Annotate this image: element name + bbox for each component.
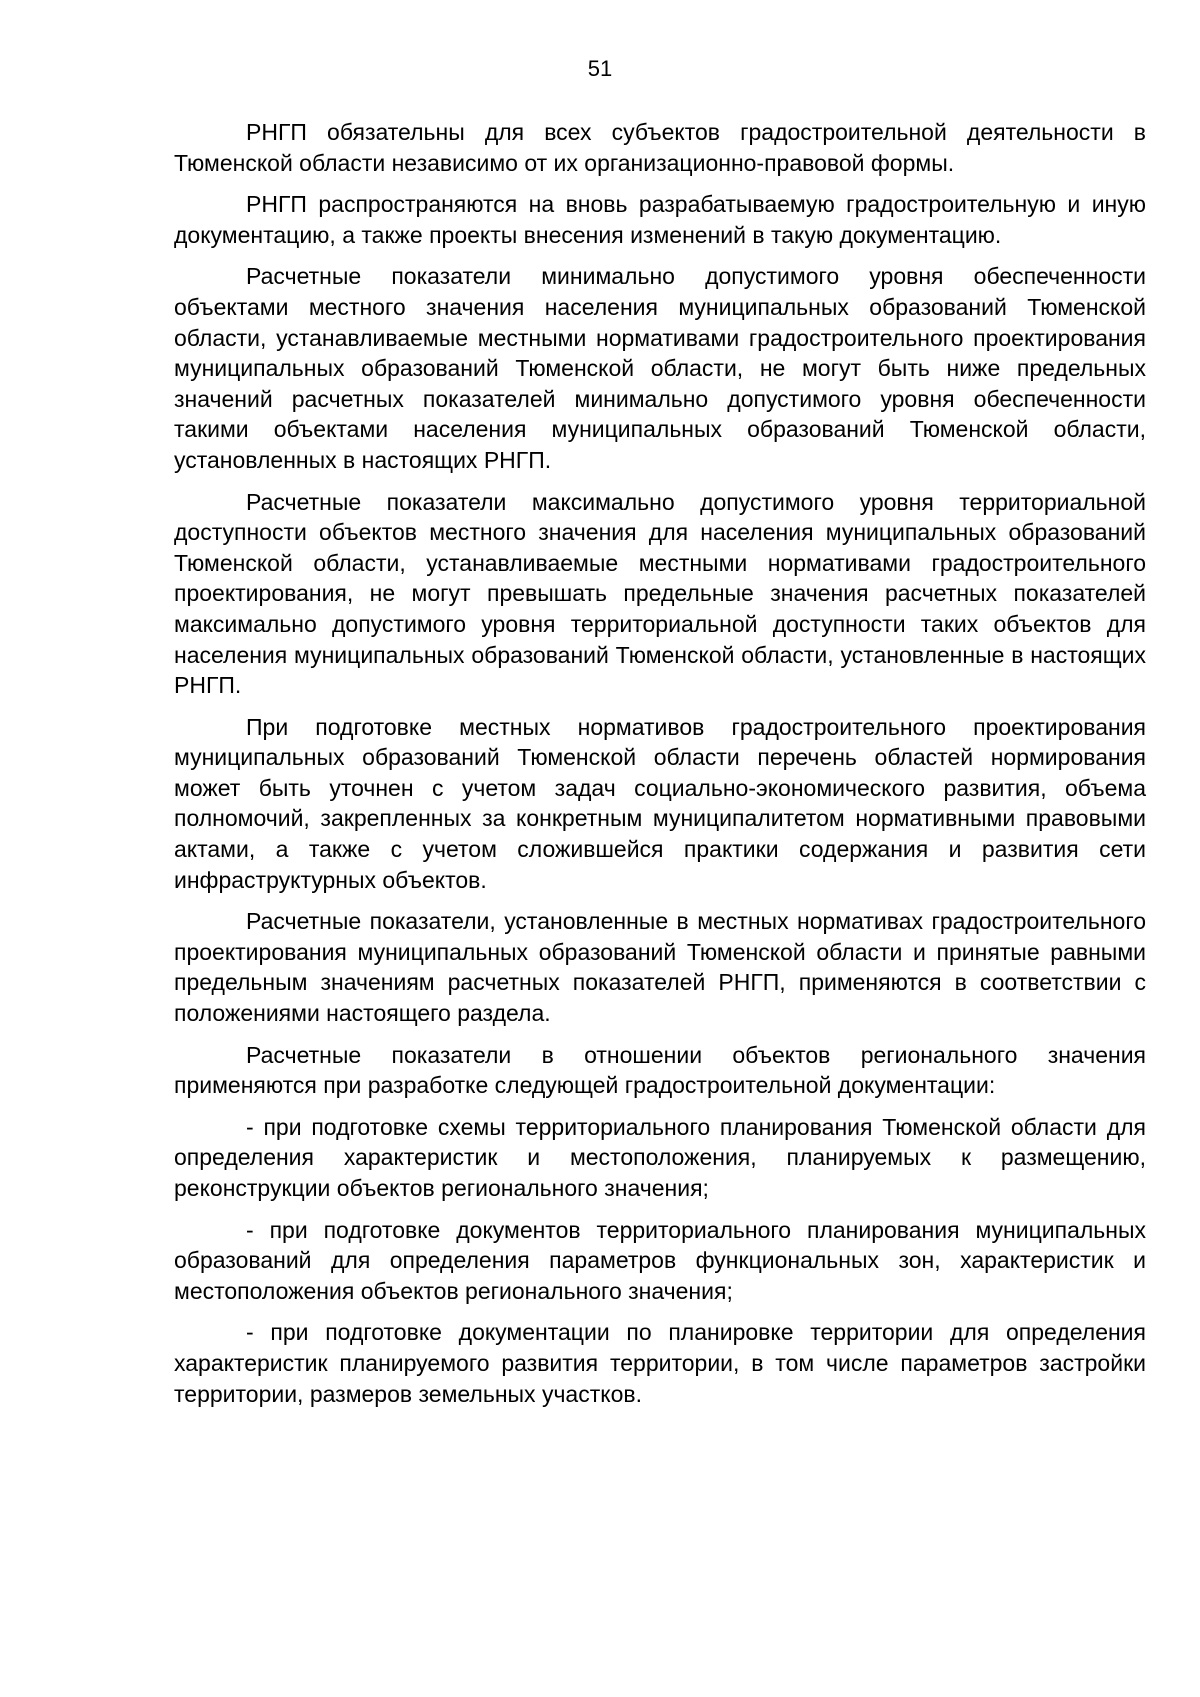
page-number: 51 bbox=[587, 56, 613, 81]
list-item-municipal-planning: - при подготовке документов территориального планирования муниципальных образований для определения параметров функциональных зон, характеристик и местоположения объектов регионального значения; bbox=[174, 1216, 1146, 1304]
document-body bbox=[174, 117, 1146, 1420]
paragraph-regional-objects: Расчетные показатели в отношении объектов регионального значения применяются при разработке следующей градостроительной документации: bbox=[174, 1041, 1146, 1099]
paragraph-local-norms-preparation: При подготовке местных нормативов градостроительного проектирования муниципальных образований Тюменской области перечень областей нормирования может быть уточнен с учетом задач социально-экономического развития, объема полномочий, закрепленных за конкретным муниципалитетом нормативными правовыми актами, а также с учетом сложившейся практики содержания и развития сети инфраструктурных объектов. bbox=[174, 713, 1146, 893]
paragraph-minimum-provision: Расчетные показатели минимально допустимого уровня обеспеченности объектами местного значения населения муниципальных образований Тюменской области, устанавливаемые местными нормативами градостроительного проектирования муниципальных образований Тюменской области, не могут быть ниже предельных значений расчетных показателей минимально допустимого уровня обеспеченности такими объектами населения муниципальных образований Тюменской области, установленных в настоящих РНГП. bbox=[174, 263, 1146, 473]
paragraph-maximum-accessibility: Расчетные показатели максимально допустимого уровня территориальной доступности объектов местного значения для населения муниципальных образований Тюменской области, устанавливаемые местными нормативами градостроительного проектирования, не могут превышать предельные значения расчетных показателей максимально допустимого уровня территориальной доступности таких объектов для населения муниципальных образований Тюменской области, установленные в настоящих РНГП. bbox=[174, 488, 1146, 699]
list-item-territorial-scheme: - при подготовке схемы территориального планирования Тюменской области для определения характеристик и местоположения, планируемых к размещению, реконструкции объектов регионального значения; bbox=[174, 1113, 1146, 1201]
paragraph-rngp-scope: РНГП распространяются на вновь разрабатываемую градостроительную и иную документацию, а также проекты внесения изменений в такую документацию. bbox=[174, 191, 1146, 248]
paragraph-established-indicators: Расчетные показатели, установленные в местных нормативах градостроительного проектирования муниципальных образований Тюменской области и принятые равными предельным значениям расчетных показателей РНГП, применяются в соответствии с положениями настоящего раздела. bbox=[174, 908, 1146, 1027]
list-item-planning-documentation: - при подготовке документации по планировке территории для определения характеристик планируемого развития территории, в том числе параметров застройки территории, размеров земельных участков. bbox=[174, 1319, 1146, 1407]
paragraph-rngp-mandatory: РНГП обязательны для всех субъектов градостроительной деятельности в Тюменской области независимо от их организационно-правовой формы. bbox=[174, 119, 1146, 176]
